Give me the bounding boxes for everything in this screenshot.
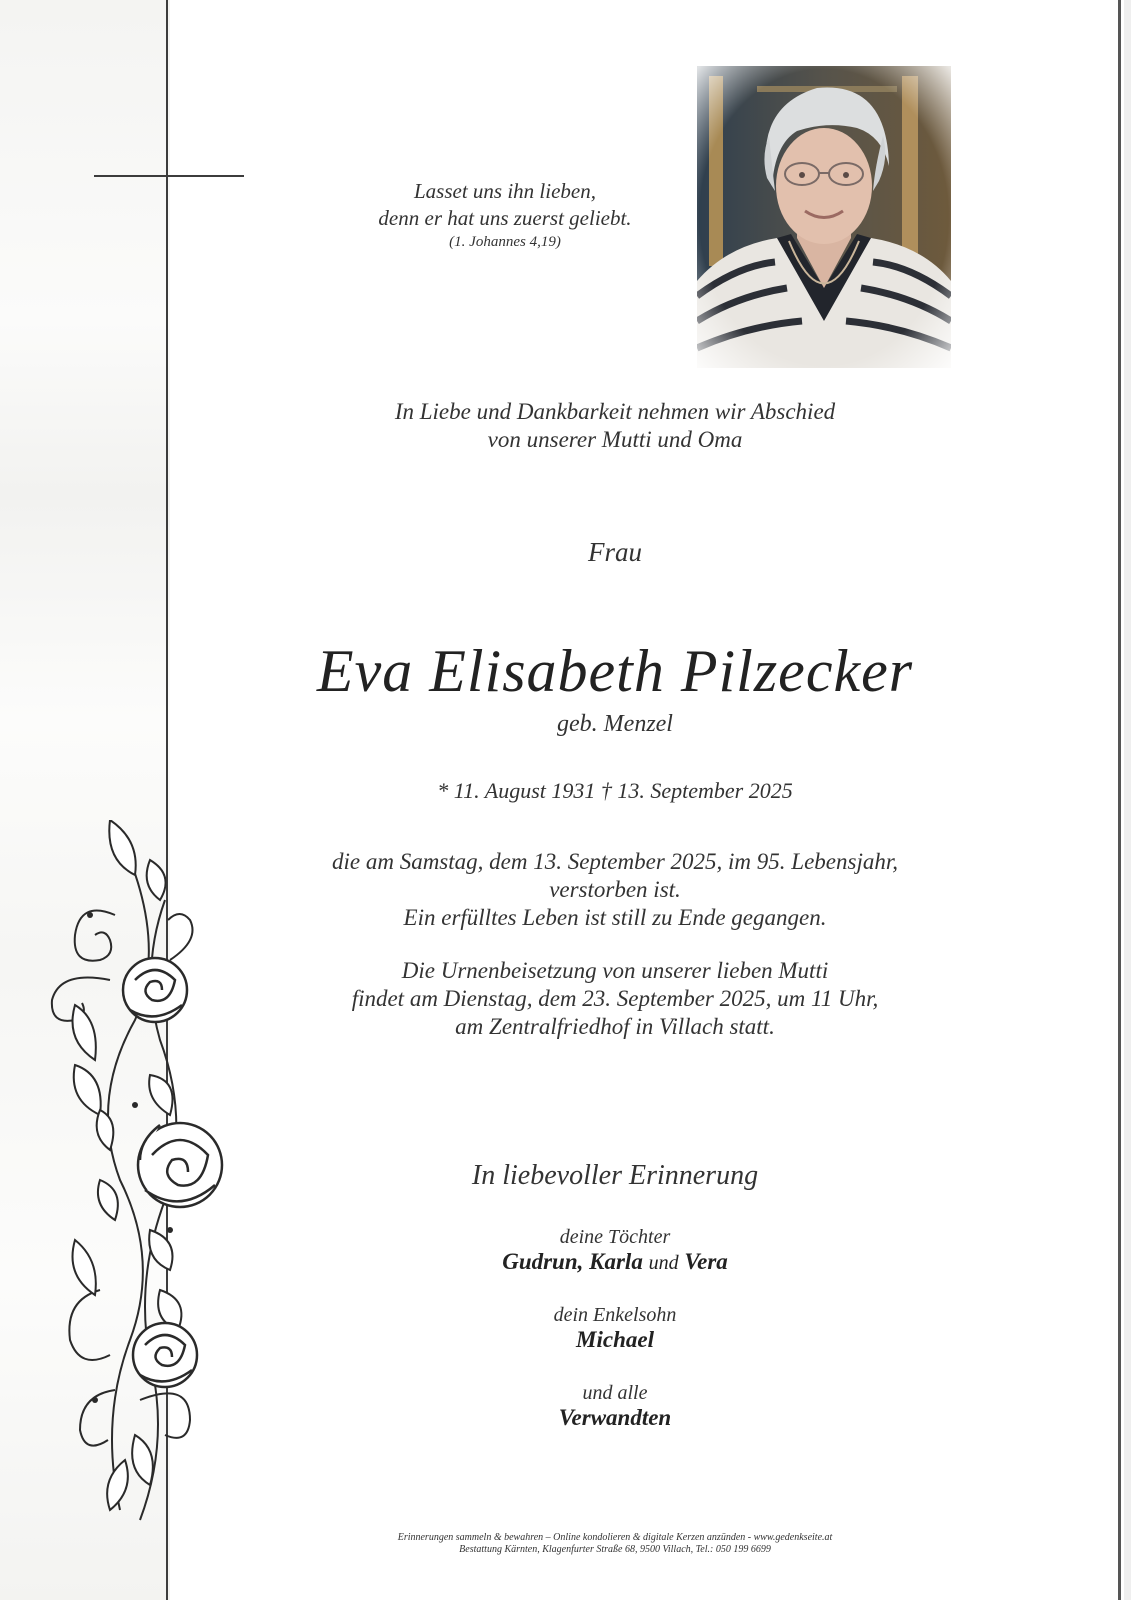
relatives-label: und alle xyxy=(582,1382,648,1404)
deceased-name: Eva Elisabeth Pilzecker xyxy=(316,638,914,704)
death-notice xyxy=(250,848,980,932)
burial-line-3: am Zentralfriedhof in Villach statt. xyxy=(455,1014,775,1039)
notice-line-3: Ein erfülltes Leben ist still zu Ende gegangen. xyxy=(403,905,827,930)
portrait-photo xyxy=(697,66,951,368)
grandson-label: dein Enkelsohn xyxy=(553,1304,677,1326)
daughters-names xyxy=(250,1249,980,1275)
farewell-text xyxy=(250,398,980,454)
daughters-names-a: Gudrun, Karla xyxy=(502,1249,643,1274)
burial-notice xyxy=(250,957,980,1041)
burial-line-2: findet am Dienstag, dem 23. September 2025, um 11 Uhr, xyxy=(351,986,879,1011)
mourners-grandson xyxy=(250,1304,980,1353)
verse-line-2: denn er hat uns zuerst geliebt. xyxy=(378,206,632,230)
mourners-daughters xyxy=(250,1226,980,1275)
life-dates: * 11. August 1931 † 13. September 2025 xyxy=(437,778,793,803)
farewell-line-1: In Liebe und Dankbarkeit nehmen wir Abschied xyxy=(394,399,836,424)
farewell-line-2: von unserer Mutti und Oma xyxy=(487,427,743,452)
page-edge-line xyxy=(1118,0,1121,1600)
footer-line-1: Erinnerungen sammeln & bewahren – Online kondolieren & digitale Kerzen anzünden - www.gedenkseite.at xyxy=(397,1532,833,1543)
memory-heading: In liebevoller Erinnerung xyxy=(471,1160,759,1191)
grandson-name: Michael xyxy=(576,1327,654,1352)
footer xyxy=(300,1532,930,1556)
bible-verse xyxy=(340,178,670,252)
relatives-name: Verwandten xyxy=(558,1405,672,1430)
notice-line-2: verstorben ist. xyxy=(549,877,681,902)
burial-line-1: Die Urnenbeisetzung von unserer lieben Mutti xyxy=(401,958,829,983)
daughters-label: deine Töchter xyxy=(559,1226,671,1248)
daughters-names-b: Vera xyxy=(684,1249,728,1274)
footer-line-2: Bestattung Kärnten, Klagenfurter Straße 68, 9500 Villach, Tel.: 050 199 6699 xyxy=(459,1544,771,1555)
page-edge-shadow xyxy=(1124,0,1131,1600)
salutation: Frau xyxy=(588,537,642,567)
maiden-name: geb. Menzel xyxy=(557,711,673,737)
verse-line-1: Lasset uns ihn lieben, xyxy=(414,179,596,203)
mourners-relatives xyxy=(250,1382,980,1431)
notice-line-1: die am Samstag, dem 13. September 2025, im 95. Lebensjahr, xyxy=(331,849,898,874)
verse-reference: (1. Johannes 4,19) xyxy=(449,234,561,250)
cross-horizontal-line xyxy=(94,175,244,177)
rose-vine-ornament xyxy=(40,820,240,1540)
daughters-and: und xyxy=(648,1252,679,1274)
